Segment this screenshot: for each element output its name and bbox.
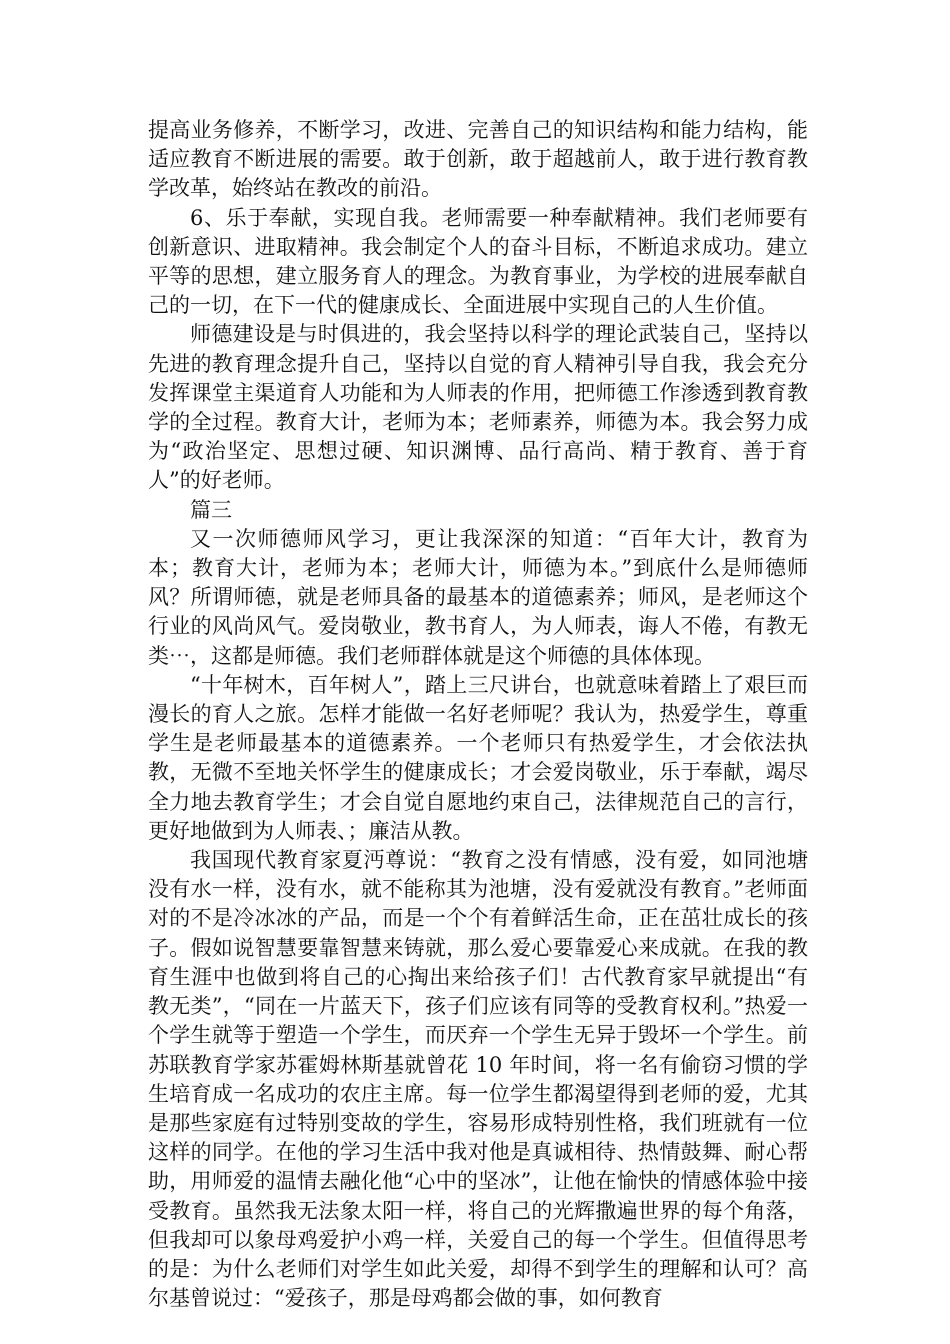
paragraph-5: “十年树木，百年树人”，踏上三尺讲台，也就意味着踏上了艰巨而漫长的育人之旅。怎样才能做一名好老师呢？我认为，热爱学生，尊重学生是老师最基本的道德素养。一个老师只有热爱学生，才会依法执教，无微不至地关怀学生的健康成长；才会爱岗敬业，乐于奉献，竭尽全力地去教育学生；才会自觉自愿地约束自己，法律规范自己的言行，更好地做到为人师表、；廉洁从教。	[148, 672, 808, 843]
paragraph-4: 又一次师德师风学习，更让我深深的知道：“百年大计，教育为本；教育大计，老师为本；老师大计，师德为本。”到底什么是师德师风？所谓师德，就是老师具备的最基本的道德素养；师风，是老师这个行业的风尚风气。爱岗敬业，教书育人，为人师表，诲人不倦，有教无类⋯，这都是师德。我们老师群体就是这个师德的具体体现。	[148, 526, 808, 668]
section-heading: 篇三	[190, 497, 232, 522]
paragraph-1: 提高业务修养，不断学习，改进、完善自己的知识结构和能力结构，能适应教育不断进展的需要。敢于创新，敢于超越前人，敢于进行教育教学改革，始终站在教改的前沿。	[148, 118, 808, 201]
paragraph-2: 6、乐于奉献，实现自我。老师需要一种奉献精神。我们老师要有创新意识、进取精神。我会制定个人的奋斗目标，不断追求成功。建立平等的思想，建立服务育人的理念。为教育事业，为学校的进展奉献自己的一切，在下一代的健康成长、全面进展中实现自己的人生价值。	[148, 205, 808, 318]
document-body	[148, 116, 808, 1313]
paragraph-6: 我国现代教育家夏沔尊说：“教育之没有情感，没有爱，如同池塘没有水一样，没有水，就不能称其为池塘，没有爱就没有教育。”老师面对的不是冷冰冰的产品，而是一个个有着鲜活生命，正在茁壮成长的孩子。假如说智慧要靠智慧来铸就，那么爱心要靠爱心来成就。在我的教育生涯中也做到将自己的心掏出来给孩子们！古代教育家早就提出“有教无类”，“同在一片蓝天下，孩子们应该有同等的受教育权利。”热爱一个学生就等于塑造一个学生，而厌弃一个学生无异于毁坏一个学生。前苏联教育学家苏霍姆林斯基就曾花 10 年时间，将一名有偷窃习惯的学生培育成一名成功的农庄主席。每一位学生都渴望得到老师的爱，尤其是那些家庭有过特别变故的学生，容易形成特别性格，我们班就有一位这样的同学。在他的学习生活中我对他是真诚相待、热情鼓舞、耐心帮助，用师爱的温情去融化他“心中的坚冰”，让他在愉快的情感体验中接受教育。虽然我无法象太阳一样，将自己的光辉撒遍世界的每个角落，但我却可以象母鸡爱护小鸡一样，关爱自己的每一个学生。但值得思考的是：为什么老师们对学生如此关爱，却得不到学生的理解和认可？高尔基曾说过：“爱孩子，那是母鸡都会做的事，如何教育	[148, 848, 808, 1311]
paragraph-3: 师德建设是与时俱进的，我会坚持以科学的理论武装自己，坚持以先进的教育理念提升自己，坚持以自觉的育人精神引导自我，我会充分发挥课堂主渠道育人功能和为人师表的作用，把师德工作渗透到教育教学的全过程。教育大计，老师为本；老师素养，师德为本。我会努力成为“政治坚定、思想过硬、知识渊博、品行高尚、精于教育、善于育人”的好老师。	[148, 322, 808, 493]
